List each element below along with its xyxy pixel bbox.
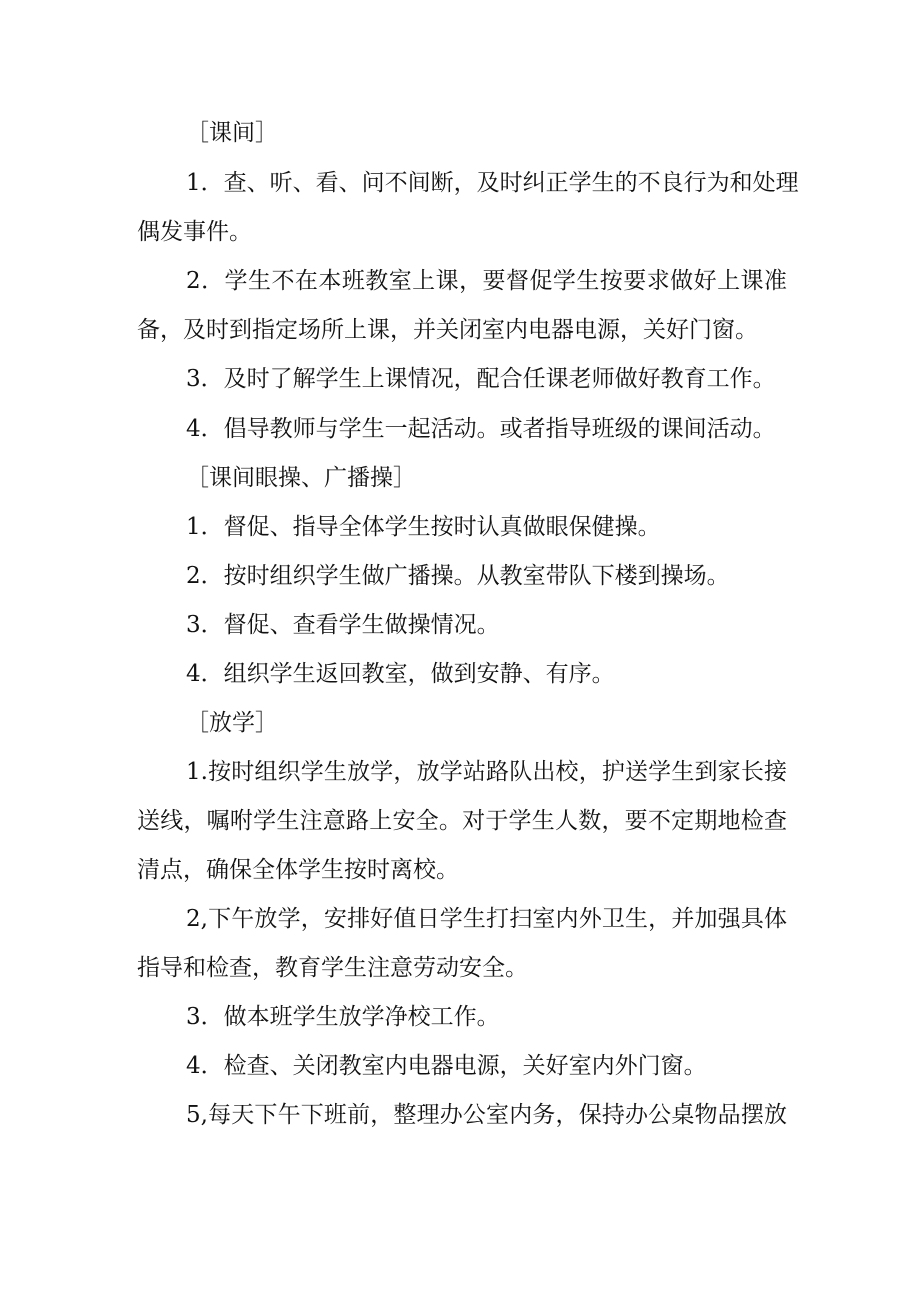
paragraph-line: 4．组织学生返回教室，做到安静、有序。 bbox=[186, 661, 615, 687]
paragraph-line: 1．查、听、看、问不间断，及时纠正学生的不良行为和处理 bbox=[186, 170, 799, 196]
paragraph-line: 1.按时组织学生放学，放学站路队出校，护送学生到家长接 bbox=[186, 759, 787, 785]
paragraph-line: 4．倡导教师与学生一起活动。或者指导班级的课间活动。 bbox=[186, 416, 776, 442]
paragraph-line: 4．检查、关闭教室内电器电源，关好室内外门窗。 bbox=[186, 1053, 707, 1079]
paragraph-line: 送线，嘱咐学生注意路上安全。对于学生人数，要不定期地检查 bbox=[137, 808, 787, 834]
paragraph-line: 3．做本班学生放学净校工作。 bbox=[186, 1004, 500, 1030]
paragraph-line: 3．及时了解学生上课情况，配合任课老师做好教育工作。 bbox=[186, 366, 776, 392]
paragraph-line: 1．督促、指导全体学生按时认真做眼保健操。 bbox=[186, 514, 661, 540]
heading-dismissal: ［放学］ bbox=[186, 710, 278, 736]
heading-exercises: ［课间眼操、广播操］ bbox=[186, 465, 416, 491]
paragraph-line: 2,下午放学，安排好值日学生打扫室内外卫生，并加强具体 bbox=[186, 906, 787, 932]
paragraph-line: 指导和检查，教育学生注意劳动安全。 bbox=[137, 955, 528, 981]
paragraph-line: 3．督促、查看学生做操情况。 bbox=[186, 612, 500, 638]
paragraph-line: 2．学生不在本班教室上课，要督促学生按要求做好上课准 bbox=[186, 268, 787, 294]
paragraph-line: 备，及时到指定场所上课，并关闭室内电器电源，关好门窗。 bbox=[137, 317, 758, 343]
paragraph-line: 2．按时组织学生做广播操。从教室带队下楼到操场。 bbox=[186, 563, 730, 589]
heading-recess: ［课间］ bbox=[186, 120, 278, 146]
paragraph-line: 5,每天下午下班前，整理办公室内务，保持办公桌物品摆放 bbox=[186, 1102, 787, 1128]
paragraph-line: 偶发事件。 bbox=[137, 219, 252, 245]
paragraph-line: 清点，确保全体学生按时离校。 bbox=[137, 857, 459, 883]
